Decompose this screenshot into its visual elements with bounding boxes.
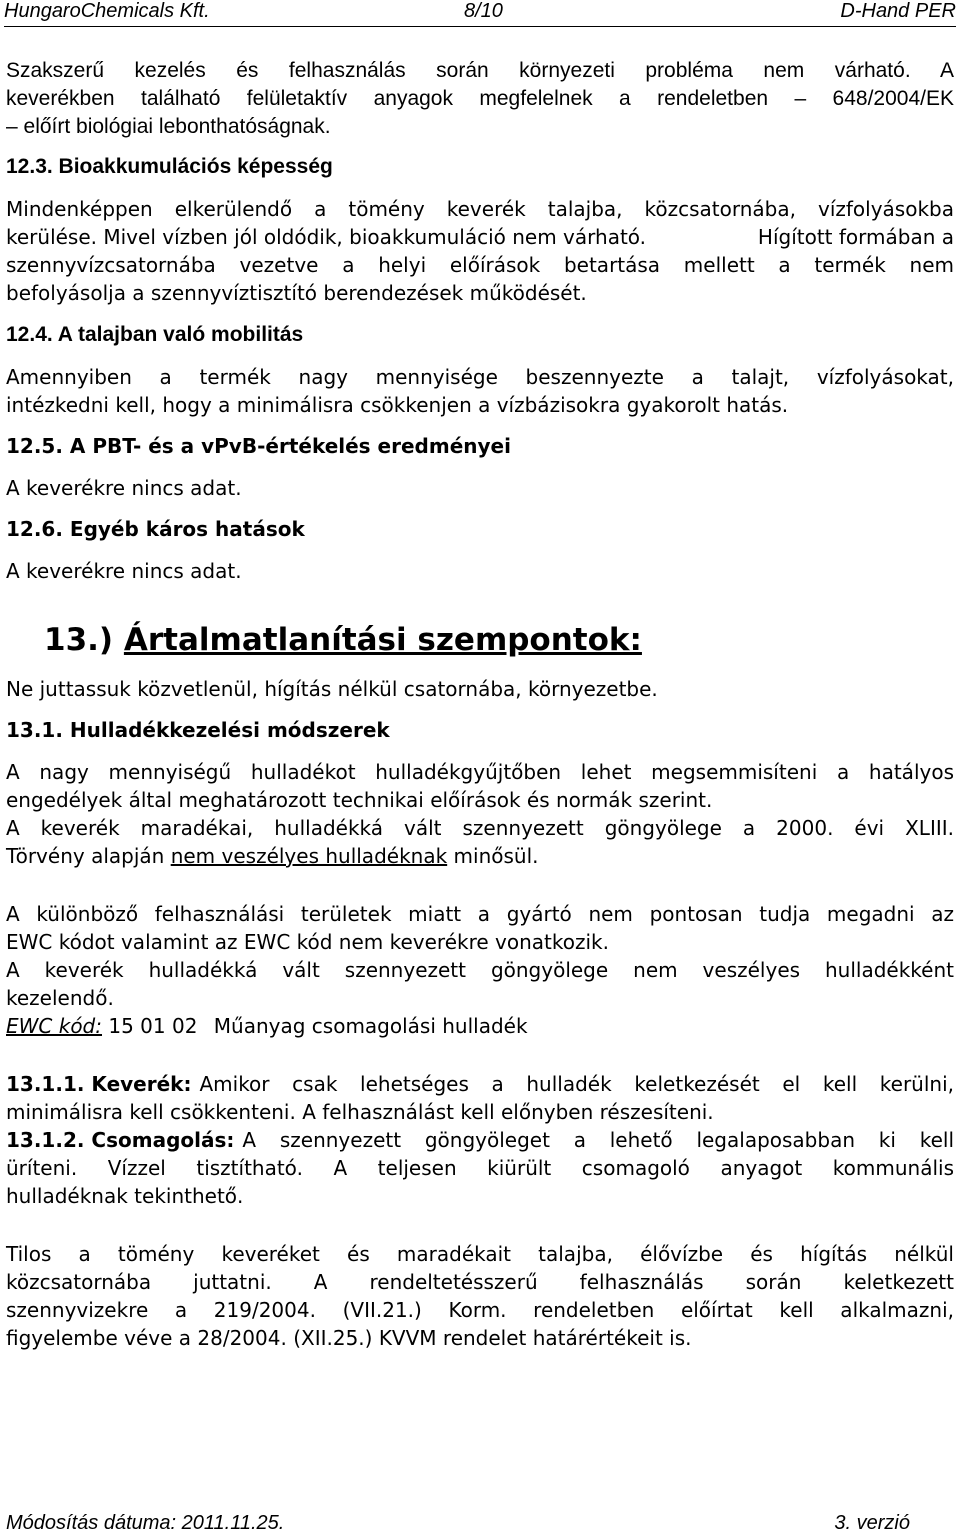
closing-line-3: szennyvizekre a 219/2004. (VII.21.) Korm. rendeletben előírtat kell alkalmazni, <box>6 1298 954 1322</box>
closing-line-1: Tilos a tömény keveréket és maradékait talajba, élővízbe és hígítás nélkül <box>6 1242 954 1266</box>
s13-1-1-line-1 <box>6 1070 954 1098</box>
footer-version: 3. verzió <box>834 1512 910 1534</box>
s12-3-line-4: befolyásolja a szennyvíztisztító berendezések működését. <box>6 281 587 305</box>
section-12-5-title: 12.5. A PBT- és a vPvB-értékelés eredményei <box>6 434 511 458</box>
s12-6-text: A keverékre nincs adat. <box>6 559 242 583</box>
page-footer <box>6 1512 910 1535</box>
footer-modified-date: Módosítás dátuma: 2011.11.25. <box>6 1512 285 1534</box>
section-12-4-title: 12.4. A talajban való mobilitás <box>6 323 304 346</box>
s13-1-p3-line-1: A különböző felhasználási területek miatt a gyártó nem pontosan tudja megadni az <box>6 902 954 926</box>
section-12-6-title: 12.6. Egyéb káros hatások <box>6 517 305 541</box>
s13-1-2-label: 13.1.2. Csomagolás: <box>6 1128 235 1152</box>
s12-3-line-2 <box>6 223 954 251</box>
section-13-number: 13.) <box>44 622 114 658</box>
s13-1-p3-line-2: EWC kódot valamint az EWC kód nem keverékre vonatkozik. <box>6 930 609 954</box>
s13-1-2-line-1 <box>6 1126 954 1154</box>
ewc-code: 15 01 02 <box>108 1014 198 1038</box>
section-13-1-title: 13.1. Hulladékkezelési módszerek <box>6 718 390 742</box>
ewc-description: Műanyag csomagolási hulladék <box>213 1014 528 1038</box>
section-12-3-title: 12.3. Bioakkumulációs képesség <box>6 155 333 178</box>
s13-1-2-line-2: üríteni. Vízzel tisztítható. A teljesen kiürült csomagoló anyagot kommunális <box>6 1156 954 1180</box>
s13-1-p4-line-2: kezelendő. <box>6 986 114 1010</box>
s12-3-line-2a: kerülése. Mivel vízben jól oldódik, bioakkumuláció nem várható. <box>6 225 647 249</box>
header-company: HungaroChemicals Kft. <box>4 0 210 22</box>
header-page-number: 8/10 <box>464 0 503 22</box>
s12-3-line-3: szennyvízcsatornába vezetve a helyi előírások betartása mellett a termék nem <box>6 253 954 277</box>
s13-1-p1-line-2: engedélyek által meghatározott technikai előírások és normák szerint. <box>6 788 713 812</box>
ewc-label: EWC kód: <box>6 1014 102 1038</box>
intro-line-3: – előírt biológiai lebonthatóságnak. <box>6 115 331 138</box>
s13-1-2-text-1: A szennyezett göngyöleget a lehető legalaposabban ki kell <box>242 1128 954 1152</box>
s13-1-p2-line-2c: minősül. <box>453 844 539 868</box>
s13-1-p2-line-2a: Törvény alapján <box>6 844 165 868</box>
s13-intro: Ne juttassuk közvetlenül, hígítás nélkül csatornába, környezetbe. <box>6 677 658 701</box>
section-13-title: Ártalmatlanítási szempontok: <box>123 622 642 658</box>
s12-4-line-1: Amennyiben a termék nagy mennyisége beszennyezte a talajt, vízfolyásokat, <box>6 365 954 389</box>
s13-1-1-label: 13.1.1. Keverék: <box>6 1072 192 1096</box>
s13-1-p4-line-1: A keverék hulladékká vált szennyezett göngyölege nem veszélyes hulladékként <box>6 958 954 982</box>
intro-line-2: keverékben található felületaktív anyagok megfelelnek a rendeletben – 648/2004/EK <box>6 87 954 110</box>
page-header <box>4 0 956 27</box>
s12-3-line-2b: Hígított formában a <box>757 225 954 249</box>
s13-1-1-text-1: Amikor csak lehetséges a hulladék keletkezését el kell kerülni, <box>199 1072 954 1096</box>
s12-4-line-2: intézkedni kell, hogy a minimálisra csökkenjen a vízbázisokra gyakorolt hatás. <box>6 393 789 417</box>
section-13-heading <box>44 622 642 658</box>
s13-1-p1-line-1: A nagy mennyiségű hulladékot hulladékgyűjtőben lehet megsemmisíteni a hatályos <box>6 760 954 784</box>
intro-line-1: Szakszerű kezelés és felhasználás során környezeti probléma nem várható. A <box>6 59 954 82</box>
closing-line-2: közcsatornába juttatni. A rendeltetésszerű felhasználás során keletkezett <box>6 1270 954 1294</box>
header-product: D-Hand PER <box>840 0 956 22</box>
s12-3-line-1: Mindenképpen elkerülendő a tömény keverék talajba, közcsatornába, vízfolyásokba <box>6 197 954 221</box>
s13-1-p2-line-1: A keverék maradékai, hulladékká vált szennyezett göngyölege a 2000. évi XLIII. <box>6 816 954 840</box>
closing-line-4: figyelembe véve a 28/2004. (XII.25.) KVVM rendelet határértékeit is. <box>6 1326 692 1350</box>
s13-1-p2-line-2b: nem veszélyes hulladéknak <box>170 844 448 868</box>
s13-1-2-line-3: hulladéknak tekinthető. <box>6 1184 244 1208</box>
s13-1-p2-line-2 <box>6 842 954 870</box>
s13-1-1-line-2: minimálisra kell csökkenteni. A felhasználást kell előnyben részesíteni. <box>6 1100 714 1124</box>
s12-5-text: A keverékre nincs adat. <box>6 476 242 500</box>
ewc-line <box>6 1012 954 1040</box>
